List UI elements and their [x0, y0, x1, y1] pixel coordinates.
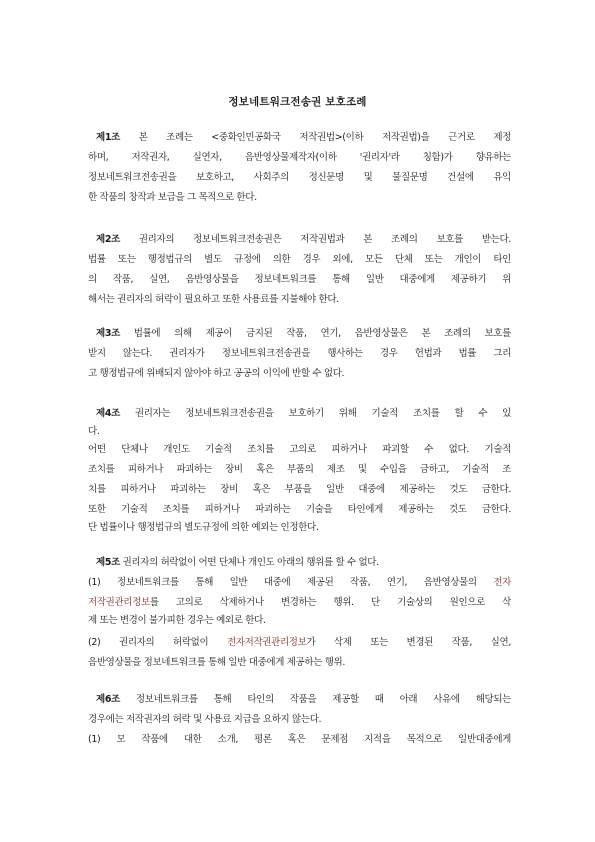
article-1-line-3: 정보네트워크전송권을 보호하고, 사회주의 정신문명 및 물질문명 건설에 유익	[88, 172, 511, 183]
article-5-line-5: (2) 권리자의 허락없이 전자저작권관리정보가 삭제 또는 변경된 작품, 실연,	[88, 637, 511, 648]
article-1-line-4: 한 작품의 창작과 보급을 그 목적으로 한다.	[88, 192, 257, 203]
article-4-label: 제4조	[96, 408, 120, 419]
article-3-line-1: 제3조 법률에 의해 제공이 금지된 작품, 연기, 음반영상물은 본 조례의 보호를	[96, 328, 511, 339]
article-2-line-4: 해서는 권리자의 허락이 필요하고 또한 사용료를 지불해야 한다.	[88, 294, 339, 305]
article-4-line-3: 어떤 단체나 개인도 기술적 조치를 고의로 피하거나 파괴할 수 없다. 기술적	[88, 444, 511, 455]
article-6-line-2: 경우에는 저작권자의 허락 및 사용료 지급을 요하지 않는다.	[88, 714, 322, 725]
article-4-line-5: 치를 피하거나 파괴하는 장비 혹은 부품을 일반 대중에 제공하는 것도 금한다.	[88, 484, 511, 495]
article-5-line-1: 제5조 권리자의 허락없이 어떤 단체나 개인도 아래의 행위를 할 수 없다.	[96, 557, 379, 568]
article-2-line-3: 의 작품, 실연, 음반영상물을 정보네트워크를 통해 일반 대중에게 제공하기 위	[88, 274, 511, 285]
article-4-line-1: 제4조 권리자는 정보네트워크전송권을 보호하기 위해 기술적 조치를 할 수 있	[96, 408, 511, 419]
article-3-line-2: 받지 않는다. 권리자가 정보네트워크전송권을 행사하는 경우 헌법과 법률 그리	[88, 348, 511, 359]
article-1-line-2: 하며, 저작권자, 실연자, 음반영상물제작자(이하 '권리자'라 칭함)가 향유하는	[88, 152, 511, 163]
article-3-line-3: 고 행정법규에 위배되지 않아야 하고 공공의 이익에 반할 수 없다.	[88, 368, 345, 379]
article-5-label: 제5조	[96, 557, 120, 568]
article-4-line-4: 조치를 피하거나 파괴하는 장비 혹은 부품의 제조 및 수입을 금하고, 기술적 조	[88, 464, 511, 475]
document-title: 정보네트워크전송권 보호조례	[228, 96, 367, 108]
article-2-label: 제2조	[96, 234, 120, 245]
article-6-line-1: 제6조 정보네트워크를 통해 타인의 작품을 제공할 때 아래 사유에 해당되는	[96, 694, 511, 705]
highlight-term: 전자저작권관리정보	[227, 637, 307, 648]
article-1-label: 제1조	[96, 132, 120, 143]
article-2-line-1: 제2조 권리자의 정보네트워크전송권은 저작권법과 본 조례의 보호를 받는다.	[96, 234, 511, 245]
article-5-line-2: (1) 정보네트워크를 통해 일반 대중에 제공된 작품, 연기, 음반영상물의 전자	[88, 577, 511, 588]
article-6-label: 제6조	[96, 694, 120, 705]
article-5-line-4: 제 또는 변경이 불가피한 경우는 예외로 한다.	[88, 615, 266, 626]
article-5-line-3: 저작권관리정보를 고의로 삭제하거나 변경하는 행위. 단 기술상의 원인으로 삭	[88, 597, 511, 608]
article-3-label: 제3조	[96, 328, 120, 339]
highlight-term: 전자	[493, 577, 511, 588]
highlight-term: 저작권관리정보	[88, 597, 150, 608]
article-1-line-1: 제1조 본 조례는 <중화인민공화국 저작권법>(이하 저작권법)을 근거로 제정	[96, 132, 511, 143]
article-5-line-6: 음반영상물을 정보네트워크를 통해 일반 대중에게 제공하는 행위.	[88, 657, 346, 668]
article-4-line-6: 또한 기술적 조치를 피하거나 파괴하는 기술을 타인에게 제공하는 것도 금한다.	[88, 504, 511, 515]
article-4-line-7: 단 법률이나 행정법규의 별도규정에 의한 예외는 인정한다.	[88, 522, 319, 533]
article-6-line-3: (1) 모 작품에 대한 소개, 평론 혹은 문제점 지적을 목적으로 일반대중에게	[88, 734, 511, 745]
article-2-line-2: 법률 또는 행정법규의 별도 규정에 의한 경우 외에, 모든 단체 또는 개인이 타인	[88, 254, 511, 265]
article-4-line-2: 다.	[88, 426, 100, 437]
